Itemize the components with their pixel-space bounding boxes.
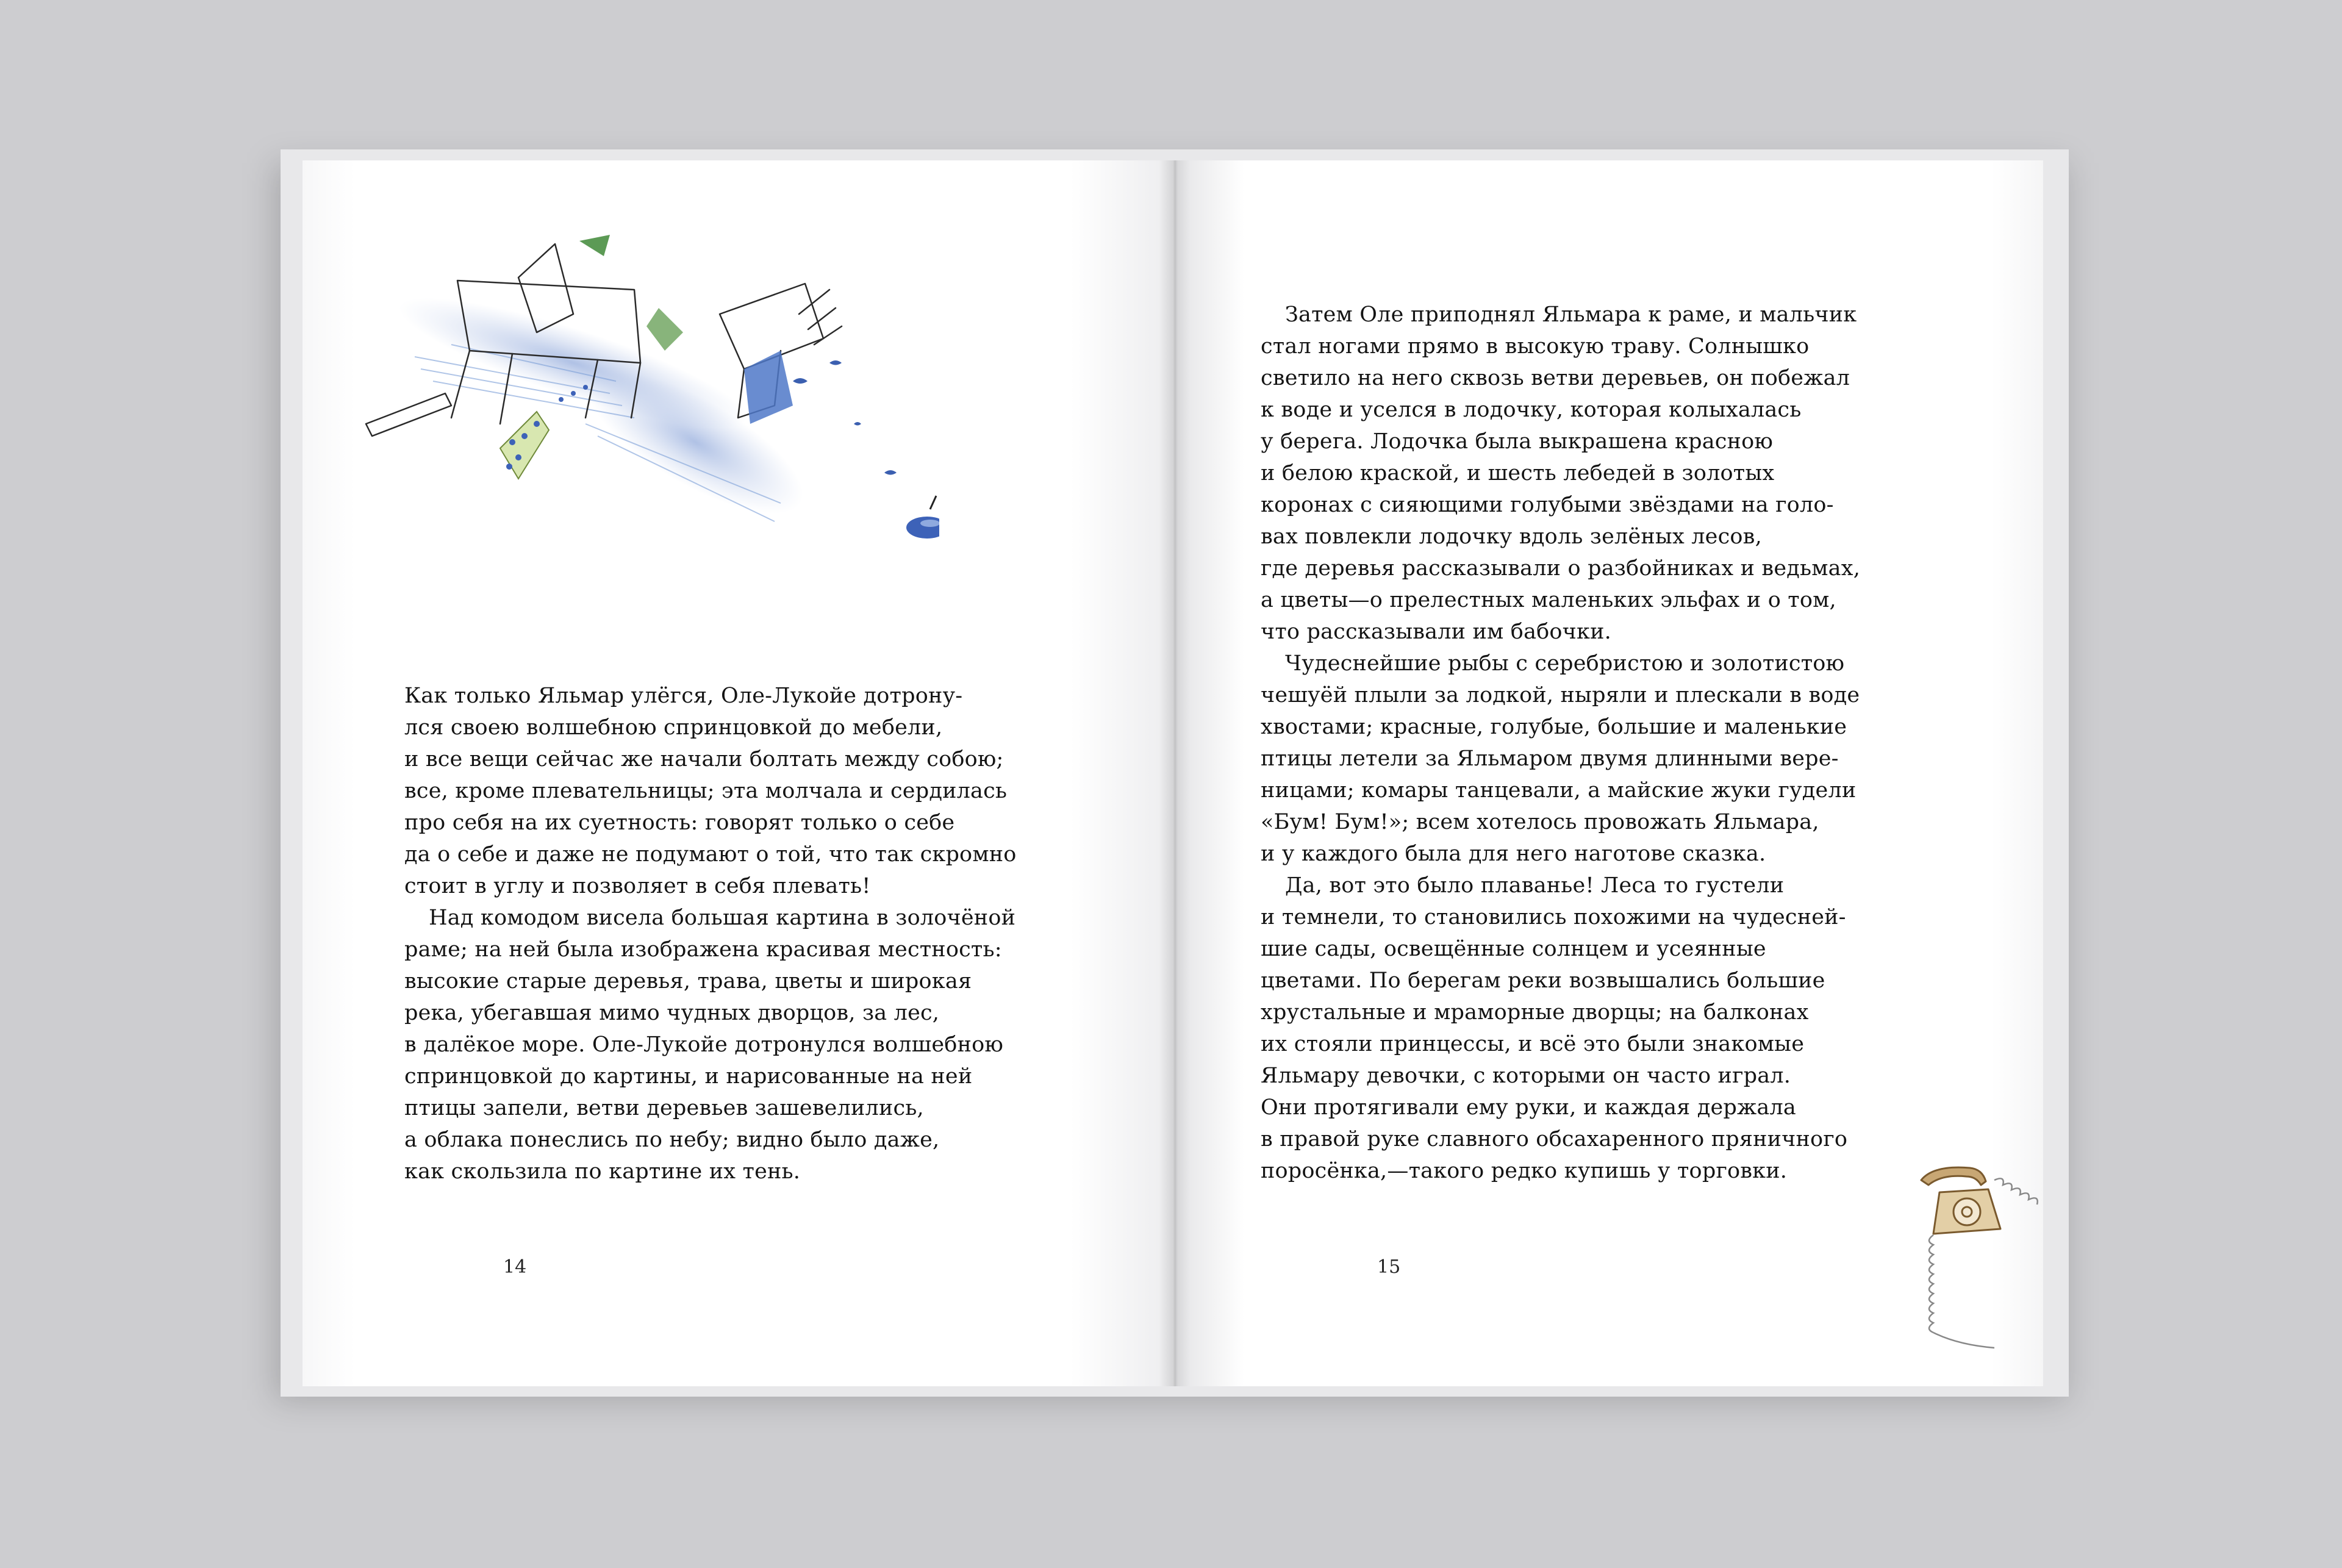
text-line: светило на него сквозь ветви деревьев, он побежал [1261, 366, 1850, 390]
telephone-drawing-icon [1897, 1156, 2068, 1381]
text-line: чешуёй плыли за лодкой, ныряли и плескали в воде [1261, 683, 1860, 707]
text-line: хрустальные и мраморные дворцы; на балконах [1261, 1000, 1809, 1025]
text-line: лся своею волшебною спринцовкой до мебели, [404, 715, 943, 740]
text-line: ницами; комары танцевали, а майские жуки гудели [1261, 778, 1857, 803]
text-line: а цветы—о прелестных маленьких эльфах и о том, [1261, 588, 1836, 612]
text-line: Как только Яльмар улёгся, Оле-Лукойе дотрону- [404, 684, 963, 708]
text-line: к воде и уселся в лодочку, которая колыхалась [1261, 398, 1802, 422]
text-line: и белою краской, и шесть лебедей в золотых [1261, 461, 1775, 485]
page-number-right: 15 [1377, 1256, 1401, 1278]
book-gutter [1159, 160, 1191, 1386]
page-number-left: 14 [503, 1256, 527, 1278]
text-line: спринцовкой до картины, и нарисованные на ней [404, 1064, 973, 1089]
text-line: и у каждого была для него наготове сказка. [1261, 842, 1766, 866]
text-line: раме; на ней была изображена красивая местность: [404, 937, 1002, 962]
text-line: как скользила по картине их тень. [404, 1159, 801, 1184]
text-line: цветами. По берегам реки возвышались большие [1261, 968, 1825, 993]
text-line: Над комодом висела большая картина в золочёной [429, 906, 1016, 930]
text-line: Затем Оле приподнял Яльмара к раме, и мальчик [1285, 303, 1857, 327]
text-line: высокие старые деревья, трава, цветы и широкая [404, 969, 972, 993]
text-line: в правой руке славного обсахаренного пряничного [1261, 1127, 1848, 1151]
text-line: вах повлекли лодочку вдоль зелёных лесов, [1261, 524, 1762, 549]
text-line: и темнели, то становились похожими на чудесней- [1261, 905, 1846, 929]
text-line: стал ногами прямо в высокую траву. Солнышко [1261, 334, 1810, 359]
text-line: про себя на их суетность: говорят только о себе [404, 811, 955, 835]
text-line: хвостами; красные, голубые, большие и маленькие [1261, 715, 1847, 739]
right-page-body [1261, 299, 1860, 1187]
text-line: Они протягивали ему руки, и каждая держала [1261, 1095, 1796, 1120]
text-line: где деревья рассказывали о разбойниках и ведьмах, [1261, 556, 1861, 581]
text-line: а облака понеслись по небу; видно было даже, [404, 1128, 940, 1152]
text-line: Да, вот это было плаванье! Леса то густели [1285, 873, 1785, 898]
left-page-body [404, 680, 1017, 1187]
text-line: да о себе и даже не подумают о той, что так скромно [404, 842, 1017, 867]
text-line: птицы запели, ветви деревьев зашевелились, [404, 1096, 924, 1120]
text-line: коронах с сияющими голубыми звёздами на голо- [1261, 493, 1834, 517]
text-line: у берега. Лодочка была выкрашена красною [1261, 429, 1774, 454]
text-line: поросёнка,—такого редко купишь у торговки. [1261, 1159, 1788, 1183]
text-line: что рассказывали им бабочки. [1261, 620, 1611, 644]
text-line: река, убегавшая мимо чудных дворцов, за лес, [404, 1001, 940, 1025]
text-line: шие сады, освещённые солнцем и усеянные [1261, 937, 1766, 961]
text-line: стоит в углу и позволяет в себя плевать! [404, 874, 871, 898]
text-line: в далёкое море. Оле-Лукойе дотронулся волшебною [404, 1033, 1004, 1057]
text-line: их стояли принцессы, и всё это были знакомые [1261, 1032, 1805, 1056]
text-line: и все вещи сейчас же начали болтать между собою; [404, 747, 1004, 771]
chair-drawing-icon [354, 223, 939, 564]
text-line: «Бум! Бум!»; всем хотелось провожать Яльмара, [1261, 810, 1819, 834]
text-line: все, кроме плевательницы; эта молчала и сердилась [404, 779, 1008, 803]
text-line: Яльмару девочки, с которыми он часто играл. [1261, 1064, 1791, 1088]
text-line: птицы летели за Яльмаром двумя длинными вере- [1261, 746, 1839, 771]
text-line: Чудеснейшие рыбы с серебристою и золотистою [1285, 651, 1845, 676]
